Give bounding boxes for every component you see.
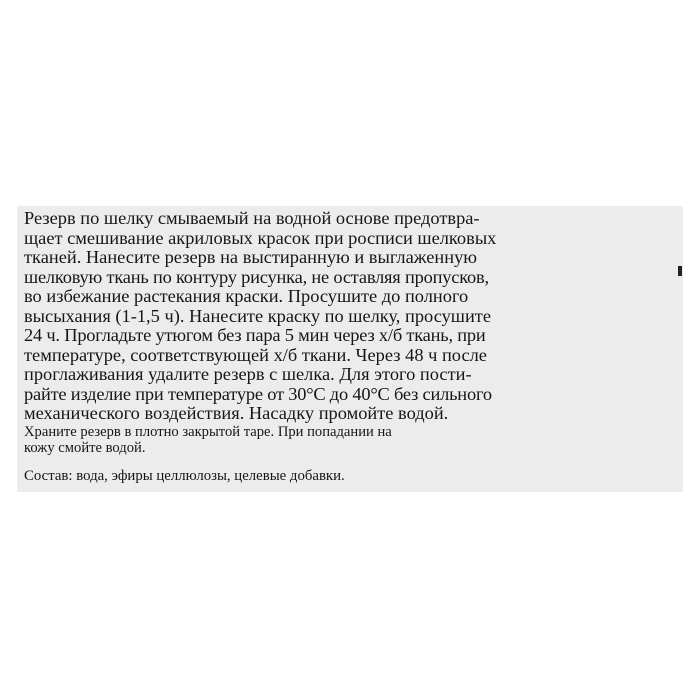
composition-text: Состав: вода, эфиры целлюлозы, целевые добавки. xyxy=(24,468,345,484)
instructions-line: щает смешивание акриловых красок при росписи шелковых xyxy=(24,227,497,248)
instructions-line: 24 ч. Прогладьте утюгом без пара 5 мин через х/б ткань, при xyxy=(24,325,486,345)
instructions-line: кожу смойте водой. xyxy=(24,439,146,456)
instructions-line: тканей. Нанесите резерв на выстиранную и выглаженную xyxy=(24,247,478,267)
instructions-line: высыхания (1-1,5 ч). Нанесите краску по шелку, просушите xyxy=(24,305,492,326)
instructions-line: механического воздействия. Насадку промойте водой. xyxy=(24,403,449,423)
instructions-line: проглаживания удалите резерв с шелка. Для этого пости- xyxy=(24,364,472,384)
instructions-line: Храните резерв в плотно закрытой таре. При попадании на xyxy=(24,423,392,440)
instructions-line: Резерв по шелку смываемый на водной основе предотвра- xyxy=(24,208,480,228)
label-edge-mark xyxy=(678,266,682,276)
instructions-line: шелковую ткань по контуру рисунка, не оставляя пропусков, xyxy=(24,266,489,287)
instructions-line: температуре, соответствующей х/б ткани. Через 48 ч после xyxy=(24,344,487,365)
instructions-text xyxy=(24,209,684,456)
instructions-line: райте изделие при температуре от 30°С до 40°С без сильного xyxy=(24,383,492,404)
instructions-line: во избежание растекания краски. Просушите до полного xyxy=(24,286,469,306)
